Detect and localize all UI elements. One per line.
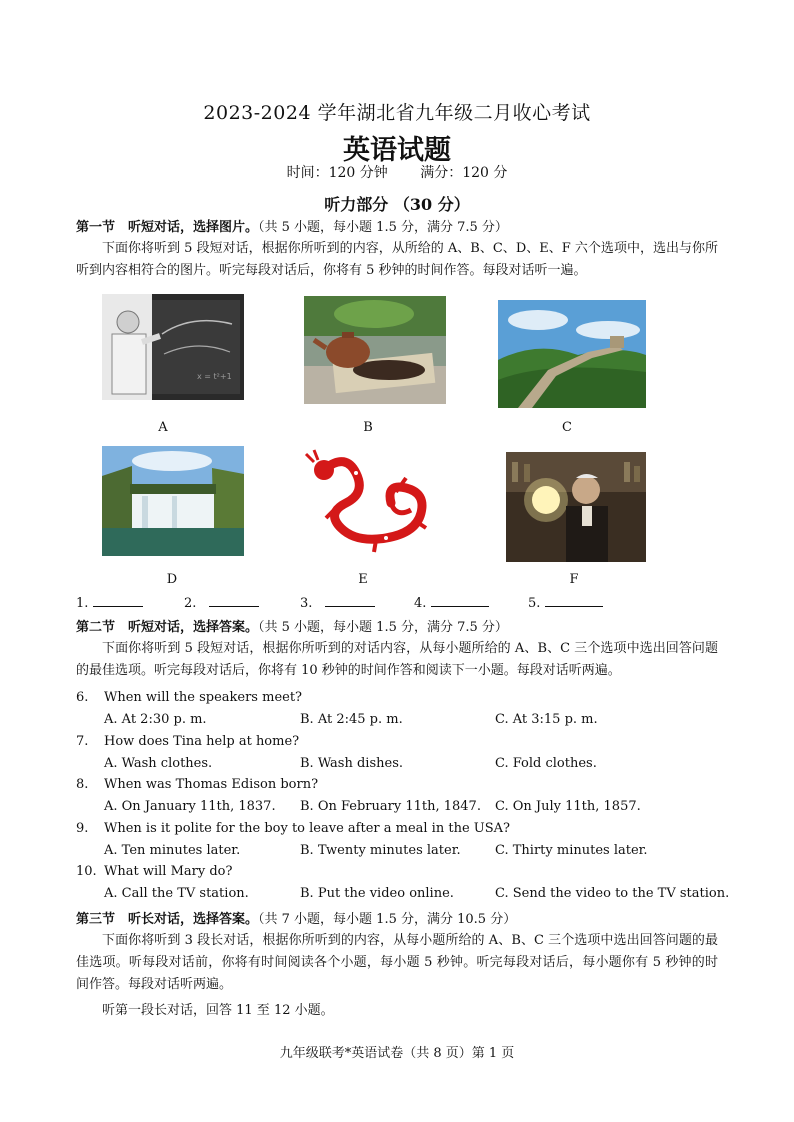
section3-lead: 听第一段长对话，回答 11 至 12 小题。	[102, 1003, 334, 1018]
q10-option-c[interactable]: C. Send the video to the TV station.	[495, 886, 730, 901]
q7-option-b[interactable]: B. Wash dishes.	[300, 756, 403, 771]
great-wall-photo	[498, 300, 646, 408]
exam-time: 时间：120 分钟	[286, 165, 388, 181]
answer-blank-5[interactable]: 5.	[528, 594, 603, 611]
q6-option-b[interactable]: B. At 2:45 p. m.	[300, 712, 403, 727]
question-7: 7. How does Tina help at home?	[76, 734, 300, 749]
picture-label-f: F	[569, 572, 579, 587]
exam-score: 满分：120 分	[420, 165, 508, 181]
section2-heading: 第二节 听短对话，选择答案。（共 5 小题，每小题 1.5 分，满分 7.5 分）	[76, 620, 508, 635]
exam-title: 2023-2024 学年湖北省九年级二月收心考试	[203, 102, 591, 124]
q7-option-c[interactable]: C. Fold clothes.	[495, 756, 597, 771]
answer-blank-4[interactable]: 4.	[414, 594, 489, 611]
q6-option-c[interactable]: C. At 3:15 p. m.	[495, 712, 598, 727]
question-9: 9. When is it polite for the boy to leave after a meal in the USA?	[76, 821, 510, 836]
picture-label-d: D	[166, 572, 178, 587]
answer-blank-2[interactable]: 2.	[184, 594, 259, 611]
section2-instructions: 下面你将听到 5 段短对话，根据你所听到的对话内容，从每小题所给的 A、B、C 三个选项中选出回答问题的最佳选项。听完每段对话后，你将有 10 秒钟的时间作答和阅读下一小题。每段对话听两遍。	[76, 641, 718, 678]
teapot-and-tea-photo	[304, 296, 446, 404]
picture-label-c: C	[562, 420, 572, 435]
waterfall-photo	[102, 446, 244, 556]
question-8: 8. When was Thomas Edison born?	[76, 777, 319, 792]
q9-option-c[interactable]: C. Thirty minutes later.	[495, 843, 648, 858]
edison-lightbulb-photo	[506, 452, 646, 562]
page-footer: 九年级联考*英语试卷（共 8 页）第 1 页	[279, 1046, 515, 1061]
section3-instructions: 下面你将听到 3 段长对话，根据你所听到的内容，从每小题所给的 A、B、C 三个选项中选出回答问题的最佳选项。听每段对话前，你将有时间阅读各个小题，每小题 5 秒钟。听完每段对话后，每小题你有 5 秒钟的时间作答。每段对话听两遍。	[76, 933, 718, 992]
red-dragon-papercut	[296, 448, 446, 558]
q7-option-a[interactable]: A. Wash clothes.	[104, 756, 213, 771]
q8-option-b[interactable]: B. On February 11th, 1847.	[300, 799, 481, 814]
svg-text:x = t²+1: x = t²+1	[197, 372, 232, 381]
section1-instructions: 下面你将听到 5 段短对话，根据你所听到的内容，从所给的 A、B、C、D、E、F 六个选项中，选出与你所听到内容相符合的图片。听完每段对话后，你将有 5 秒钟的时间作答。每段对话听一遍。	[76, 241, 718, 278]
picture-label-b: B	[363, 420, 373, 435]
section1-heading: 第一节 听短对话，选择图片。（共 5 小题，每小题 1.5 分，满分 7.5 分）	[76, 220, 508, 235]
picture-label-a: A	[158, 420, 168, 435]
q6-option-a[interactable]: A. At 2:30 p. m.	[104, 712, 207, 727]
q10-option-a[interactable]: A. Call the TV station.	[104, 886, 249, 901]
answer-blank-3[interactable]: 3.	[300, 594, 375, 611]
q8-option-c[interactable]: C. On July 11th, 1857.	[495, 799, 641, 814]
man-at-blackboard-photo	[102, 294, 244, 400]
answer-blank-1[interactable]: 1.	[76, 594, 143, 611]
question-10: 10. What will Mary do?	[76, 864, 233, 879]
picture-label-e: E	[358, 572, 368, 587]
q8-option-a[interactable]: A. On January 11th, 1837.	[104, 799, 276, 814]
q9-option-a[interactable]: A. Ten minutes later.	[104, 843, 241, 858]
exam-subject: 英语试题	[343, 135, 451, 166]
question-6: 6. When will the speakers meet?	[76, 690, 303, 705]
q9-option-b[interactable]: B. Twenty minutes later.	[300, 843, 461, 858]
part-title: 听力部分 （30 分）	[324, 195, 470, 214]
q10-option-b[interactable]: B. Put the video online.	[300, 886, 454, 901]
section3-heading: 第三节 听长对话，选择答案。（共 7 小题，每小题 1.5 分，满分 10.5 分）	[76, 912, 517, 927]
exam-info	[0, 162, 794, 182]
